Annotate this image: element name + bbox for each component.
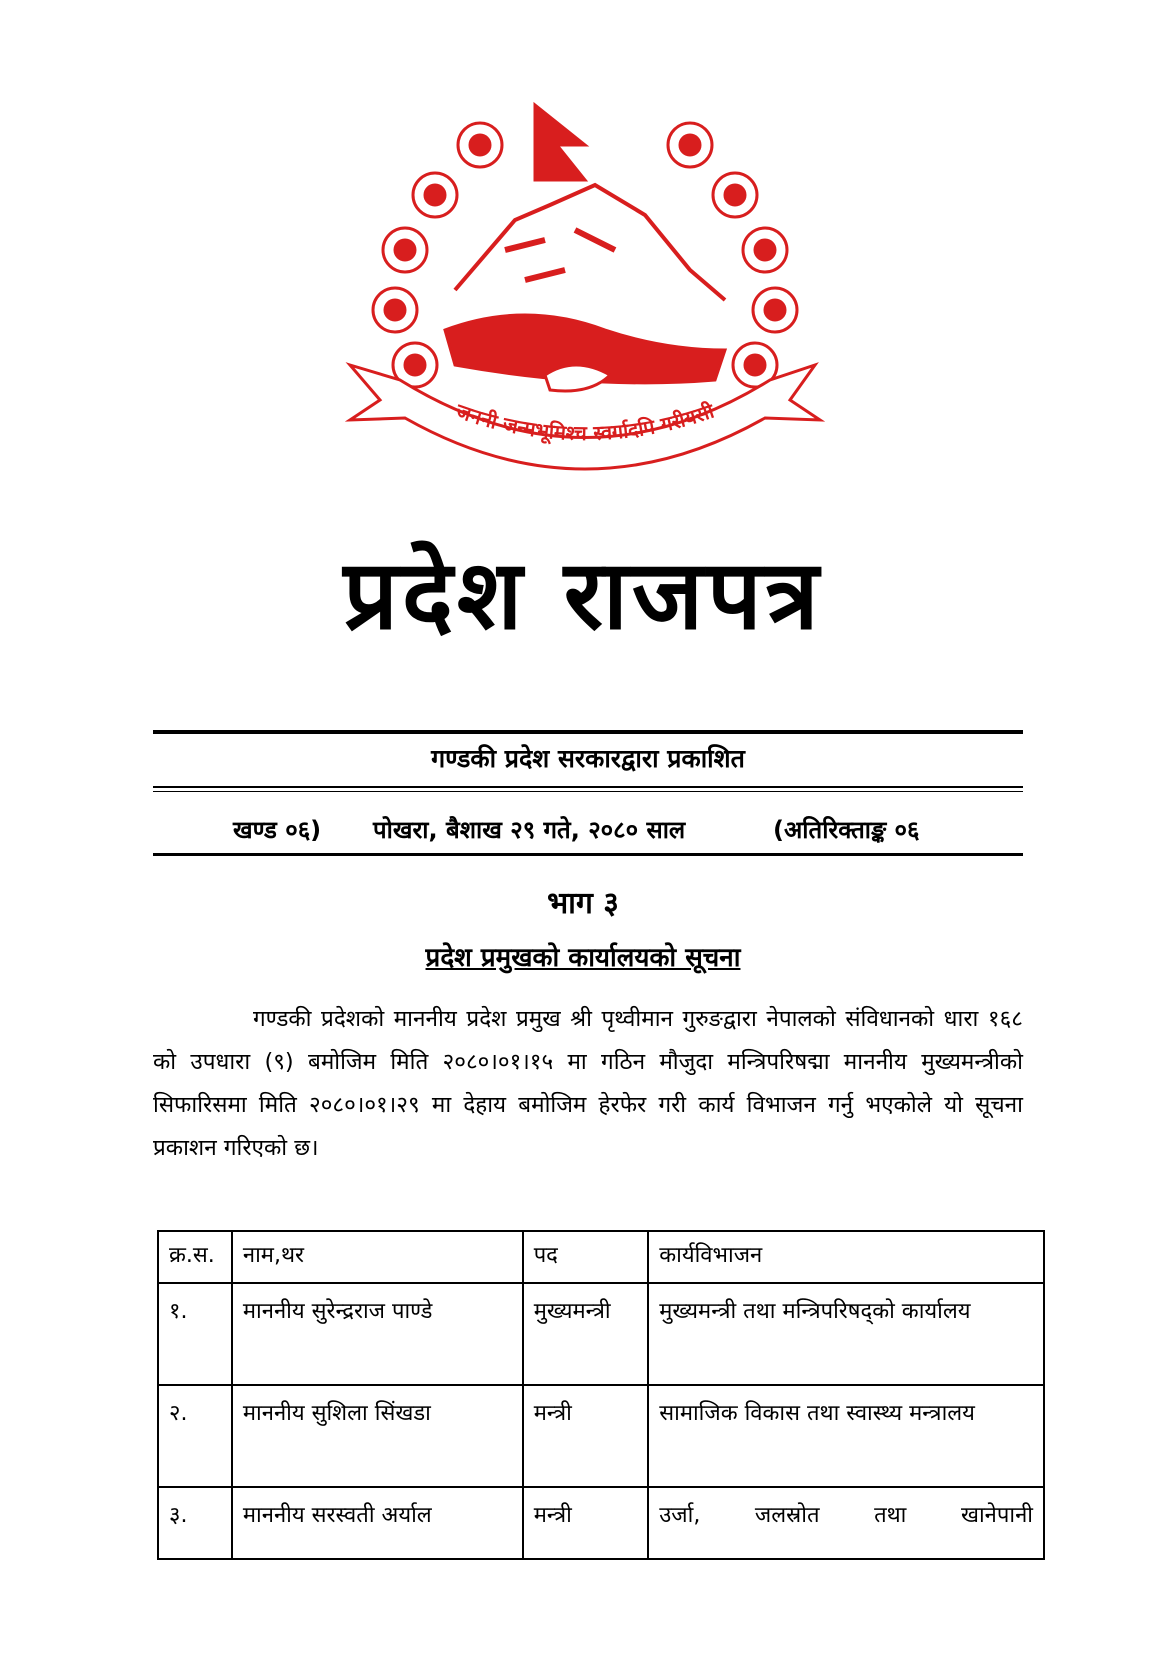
cell-portfolio: उर्जा, जलस्रोत तथा खानेपानी xyxy=(648,1487,1044,1559)
handshake-icon xyxy=(545,365,610,391)
notice-body: गण्डकी प्रदेशको माननीय प्रदेश प्रमुख श्री पृथ्वीमान गुरुङद्वारा नेपालको संविधानको धारा १६८ को उपधारा (९) बमोजिम मिति २०८०।०१।१५ मा गठिन मौजुदा मन्त्रिपरिषद्मा माननीय मुख्यमन्त्रीको सिफारिसमा मिति २०८०।०१।२९ मा देहाय बमोजिम हेरफेर गरी कार्य विभाजन गर्नु भएकोले यो सूचना प्रकाशन गरिएको छ। xyxy=(153,1006,1023,1161)
table-row xyxy=(158,1283,1044,1385)
gazette-title: प्रदेश राजपत्र xyxy=(343,539,823,651)
issue-volume: खण्ड ०६) xyxy=(233,816,322,844)
issue-place-date: पोखरा, बैशाख २९ गते, २०८० साल xyxy=(373,816,686,844)
cell-sn: २. xyxy=(158,1385,232,1487)
flag-icon xyxy=(535,105,585,180)
cell-post: मुख्यमन्त्री xyxy=(523,1283,649,1385)
header-sn: क्र.स. xyxy=(158,1231,232,1283)
issue-extra: (अतिरिक्ताङ्क ०६ xyxy=(773,816,920,844)
header-portfolio: कार्यविभाजन xyxy=(648,1231,1044,1283)
mountain-icon xyxy=(455,185,725,300)
header-name: नाम,थर xyxy=(232,1231,523,1283)
cell-name: माननीय सुशिला सिंखडा xyxy=(232,1385,523,1487)
part-heading: भाग ३ xyxy=(547,886,619,921)
cell-sn: १. xyxy=(158,1283,232,1385)
divider xyxy=(153,853,1023,856)
divider xyxy=(153,791,1023,792)
header-post: पद xyxy=(523,1231,649,1283)
nepal-coat-of-arms-icon xyxy=(345,100,825,500)
divider xyxy=(153,786,1023,788)
divider xyxy=(153,730,1023,734)
cell-post: मन्त्री xyxy=(523,1385,649,1487)
table-row xyxy=(158,1487,1044,1559)
table-header-row xyxy=(158,1231,1044,1283)
cell-portfolio: मुख्यमन्त्री तथा मन्त्रिपरिषद्को कार्यालय xyxy=(648,1283,1044,1385)
cell-name: माननीय सरस्वती अर्याल xyxy=(232,1487,523,1559)
cell-sn: ३. xyxy=(158,1487,232,1559)
cell-post: मन्त्री xyxy=(523,1487,649,1559)
cell-portfolio: सामाजिक विकास तथा स्वास्थ्य मन्त्रालय xyxy=(648,1385,1044,1487)
table-row xyxy=(158,1385,1044,1487)
cell-name: माननीय सुरेन्द्रराज पाण्डे xyxy=(232,1283,523,1385)
publisher-line: गण्डकी प्रदेश सरकारद्वारा प्रकाशित xyxy=(431,744,745,773)
portfolio-table xyxy=(157,1230,1045,1560)
issue-info xyxy=(153,812,1023,848)
motto-text: जननी जन्मभूमिश्च स्वर्गादपि गरीयसी xyxy=(453,398,717,446)
notice-heading: प्रदेश प्रमुखको कार्यालयको सूचना xyxy=(425,943,741,973)
